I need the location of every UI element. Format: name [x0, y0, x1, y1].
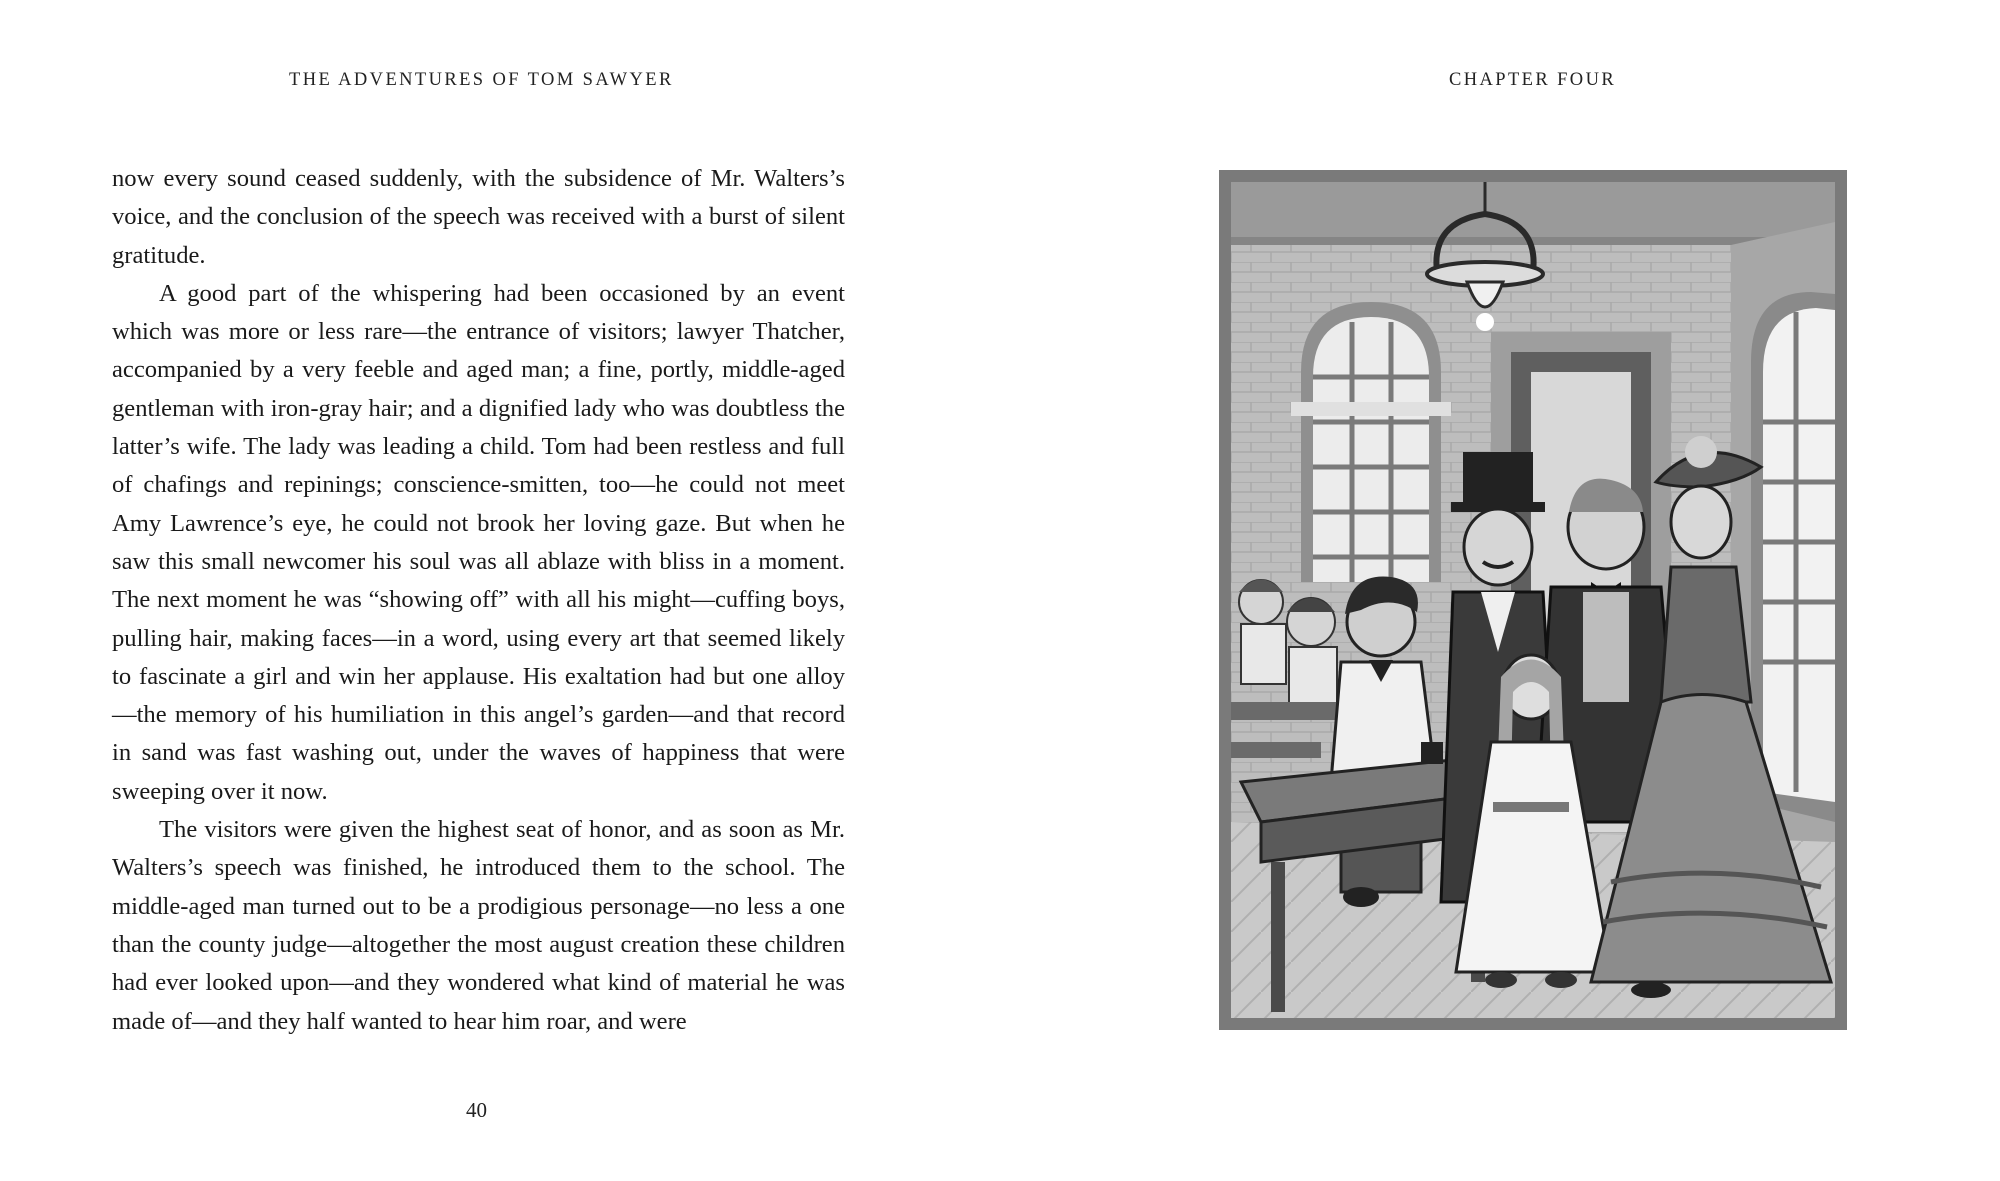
left-arched-window — [1291, 302, 1451, 582]
body-text — [112, 160, 845, 1041]
page-number: 40 — [466, 1098, 487, 1122]
paragraph-2: A good part of the whispering had been occasioned by an event which was more or less rare—the entrance of visitors; lawyer Thatcher, accompanied by a very feeble and aged man; a fine, portly, middle-aged gentleman with iron-gray hair; and a dignified lady who was doubtless the latter’s wife. The lady was leading a child. Tom had been restless and full of chafings and repinings; conscience-smitten, too—he could not meet Amy Lawrence’s eye, he could not brook her loving gaze. But when he saw this small newcomer his soul was all ablaze with bliss in a moment. The next moment he was “showing off” with all his might—cuffing boys, pulling hair, making faces—in a word, using every art that seemed likely to fascinate a girl and win her applause. His exaltation had but one alloy—the memory of his humiliation in this angel’s garden—and that record in sand was fast washing out, under the waves of happiness that were sweeping over it now. — [112, 279, 845, 805]
classroom-scene-image — [1231, 182, 1835, 1018]
right-arched-window — [1751, 292, 1835, 822]
chapter-illustration — [1219, 170, 1847, 1030]
paragraph-3: The visitors were given the highest seat of honor, and as soon as Mr. Walters’s speech was finished, he introduced them to the school. The middle-aged man turned out to be a prodigious personage—no less a one than the county judge—altogether the most august creation these children had ever looked upon—and they wondered what kind of material he was made of—and they half wanted to hear him roar, and were — [112, 816, 845, 1035]
running-head-chapter: CHAPTER FOUR — [1449, 70, 1617, 90]
running-head-book-title: THE ADVENTURES OF TOM SAWYER — [289, 70, 674, 90]
paragraph-1: now every sound ceased suddenly, with the subsidence of Mr. Walters’s voice, and the conclusion of the speech was received with a burst of silent gratitude. — [112, 165, 845, 269]
